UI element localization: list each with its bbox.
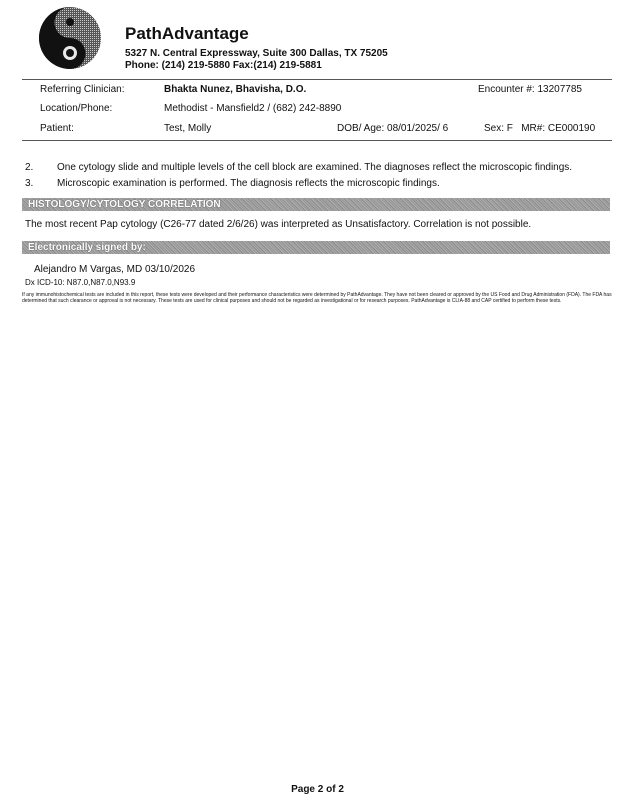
header-divider	[22, 79, 612, 80]
company-address: 5327 N. Central Expressway, Suite 300 Dallas, TX 75205 Phone: (214) 219-5880 Fax:(214) 219-5881	[125, 48, 388, 71]
histology-heading: HISTOLOGY/CYTOLOGY CORRELATION	[22, 198, 610, 211]
patient-value: Test, Molly	[164, 123, 212, 134]
page-number: Page 2 of 2	[291, 784, 344, 795]
info-divider	[22, 140, 612, 141]
location-value: Methodist - Mansfield2 / (682) 242-8890	[164, 103, 342, 114]
dx-codes: Dx ICD-10: N87.0,N87.0,N93.9	[25, 278, 136, 287]
pathadvantage-logo	[38, 6, 102, 70]
referring-label: Referring Clinician:	[40, 84, 125, 95]
patient-label: Patient:	[40, 123, 74, 134]
dob-age: DOB/ Age: 08/01/2025/ 6	[337, 123, 449, 134]
histology-text: The most recent Pap cytology (C26-77 dated 2/6/26) was interpreted as Unsatisfactory. Correlation is not possible.	[25, 219, 532, 230]
sex-mr: Sex: F MR#: CE000190	[484, 123, 596, 134]
referring-value: Bhakta Nunez, Bhavisha, D.O.	[164, 84, 307, 95]
encounter-number: Encounter #: 13207785	[478, 84, 582, 95]
signed-heading: Electronically signed by:	[22, 241, 610, 254]
signer-name: Alejandro M Vargas, MD 03/10/2026	[34, 264, 196, 275]
disclaimer: If any immunohistochemical tests are included in this report, these tests were developed and their performance characteristics were determined by PathAdvantage. They have not been cleared or approved by the US Food and Drug Administration (FDA). The FDA has determined that such clearance or approval is not necessary. These tests are used for clinical purposes and should not be regarded as investigational or for research purposes. PathAdvantage is CLIA-88 and CAP certified to perform these tests.	[22, 292, 612, 304]
location-label: Location/Phone:	[40, 103, 113, 114]
company-name: PathAdvantage	[125, 24, 249, 43]
